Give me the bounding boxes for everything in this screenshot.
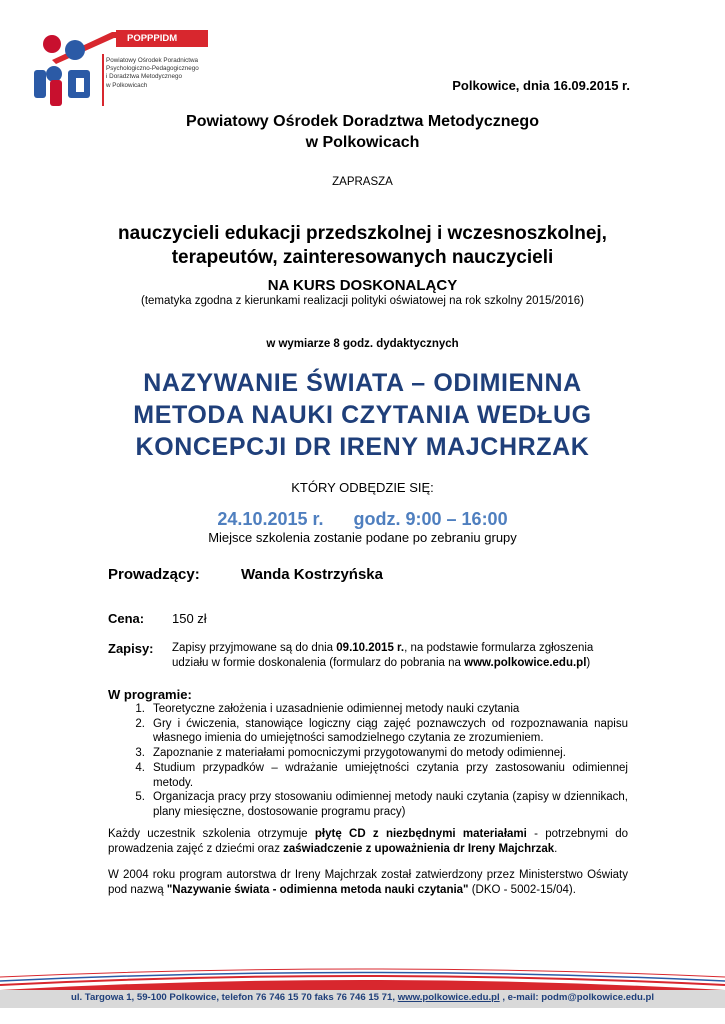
instructor-label: Prowadzący: — [108, 566, 200, 583]
target-audience: nauczycieli edukacji przedszkolnej i wczesnoszkolnej, terapeutów, zainteresowanych nauczycieli — [118, 223, 607, 268]
course-note: (tematyka zgodna z kierunkami realizacji polityki oświatowej na rok szkolny 2015/2016) — [141, 295, 584, 307]
list-item: 2. Gry i ćwiczenia, stanowiące logiczny ciąg zajęć poznawczych od rozpoznawania napisu własnego imienia do umiejętności samodzielnego czytania ze zrozumieniem. — [135, 717, 628, 745]
instructor-name: Wanda Kostrzyńska — [241, 566, 383, 583]
list-item: 4. Studium przypadków – wdrażanie umiejętności czytania przy zastosowaniu odimiennej metody. — [135, 761, 628, 789]
schedule-time: godz. 9:00 – 16:00 — [353, 509, 508, 529]
course-title: NAZYWANIE ŚWIATA – ODIMIENNA METODA NAUKI CZYTANIA WEDŁUG KONCEPCJI DR IRENY MAJCHRZAK — [133, 369, 592, 461]
logo-caption: Powiatowy Ośrodek Poradnictwa Psychologiczno-Pedagogicznego i Doradztwa Metodycznego w Polkowicach — [106, 57, 199, 89]
logo-brand: POPPPIDM — [127, 33, 178, 44]
program-list — [108, 702, 628, 820]
document-date: Polkowice, dnia 16.09.2015 r. — [452, 78, 630, 93]
registration-text: Zapisy przyjmowane są do dnia 09.10.2015 r., na podstawie formularza zgłoszenia udziału w formie doskonalenia (formularz do pobrania na www.polkowice.edu.pl) — [172, 642, 594, 670]
footer-contact: ul. Targowa 1, 59-100 Polkowice, telefon 76 746 15 70 faks 76 746 15 71, www.polkowice.edu.pl , e-mail: podm@polkowice.edu.pl — [70, 992, 655, 1003]
list-item: 1. Teoretyczne założenia i uzasadnienie odimiennej metody nauki czytania — [135, 703, 520, 715]
materials-paragraph: Każdy uczestnik szkolenia otrzymuje płytę CD z niezbędnymi materiałami - potrzebnymi do prowadzenia zajęć z dziećmi oraz zaświadczenie z upoważnienia dr Ireny Majchrzak. — [108, 828, 628, 856]
price-label: Cena: — [108, 611, 145, 626]
course-hours: w wymiarze 8 godz. dydaktycznych — [266, 338, 459, 350]
registration-deadline: 09.10.2015 r. — [336, 642, 405, 654]
schedule — [0, 509, 725, 530]
logo — [32, 30, 210, 110]
registration-label: Zapisy: — [108, 641, 154, 656]
footer-stripes — [0, 968, 725, 992]
price-value: 150 zł — [172, 611, 207, 626]
invite-label: ZAPRASZA — [332, 176, 393, 188]
organizer-name: Powiatowy Ośrodek Doradztwa Metodycznego w Polkowicach — [186, 113, 539, 151]
schedule-label: KTÓRY ODBĘDZIE SIĘ: — [291, 480, 434, 495]
program-heading: W programie: — [108, 687, 192, 702]
schedule-date: 24.10.2015 r. — [217, 509, 324, 529]
list-item: 5. Organizacja pracy przy stosowaniu odimiennej metody nauki czytania (zapisy w dziennikach, plany miesięczne, dostosowanie programu pracy) — [135, 791, 628, 818]
list-item: 3. Zapoznanie z materiałami pomocniczymi przygotowanymi do metody odimiennej. — [135, 747, 566, 760]
approval-paragraph: W 2004 roku program autorstwa dr Ireny Majchrzak został zatwierdzony przez Ministerstwo Oświaty pod nazwą "Nazywanie świata - odimienna metoda nauki czytania" (DKO - 5002-15/04). — [108, 869, 628, 897]
course-heading: NA KURS DOSKONALĄCY — [267, 277, 458, 294]
venue-note: Miejsce szkolenia zostanie podane po zebraniu grupy — [208, 530, 517, 545]
registration-website: www.polkowice.edu.pl — [464, 657, 587, 670]
footer-website-link[interactable]: www.polkowice.edu.pl — [397, 992, 500, 1003]
